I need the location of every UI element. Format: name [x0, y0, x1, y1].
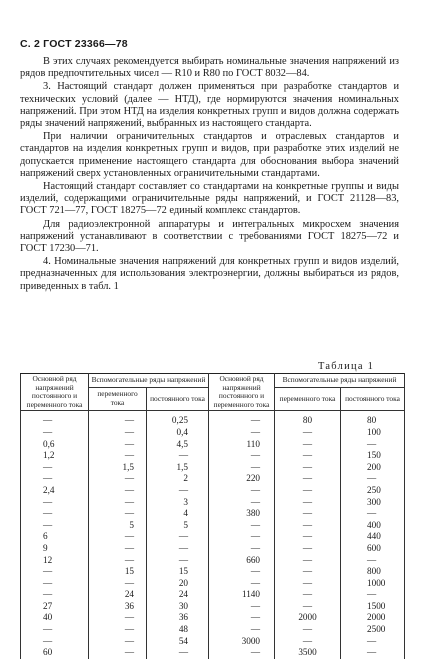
- table-cell: 2000: [341, 612, 405, 624]
- table-cell: —: [209, 601, 275, 613]
- table-cell: —: [275, 543, 341, 555]
- body-text: [20, 56, 399, 294]
- table-row: [21, 427, 405, 439]
- table-body: [21, 411, 405, 659]
- table-cell: —: [21, 508, 89, 520]
- page-header: С. 2 ГОСТ 23366—78: [20, 38, 128, 50]
- table-cell: —: [341, 647, 405, 659]
- header-ac-2: переменного тока: [275, 387, 341, 411]
- table-cell: —: [209, 624, 275, 636]
- table-cell: 5: [89, 520, 147, 532]
- table-cell: —: [209, 520, 275, 532]
- table-cell: 600: [341, 543, 405, 555]
- table-cell: 250: [341, 485, 405, 497]
- table-cell: —: [209, 543, 275, 555]
- table-cell: —: [209, 462, 275, 474]
- table-cell: —: [89, 612, 147, 624]
- table-cell: 2000: [275, 612, 341, 624]
- table-row: [21, 624, 405, 636]
- table-row: [21, 555, 405, 567]
- table-cell: —: [89, 497, 147, 509]
- table-cell: 5: [147, 520, 209, 532]
- table-cell: —: [275, 636, 341, 648]
- table-row: [21, 636, 405, 648]
- table-cell: —: [21, 427, 89, 439]
- table-row: [21, 601, 405, 613]
- table-cell: 4,5: [147, 439, 209, 451]
- table-cell: 150: [341, 450, 405, 462]
- table-cell: —: [275, 566, 341, 578]
- table-cell: —: [209, 647, 275, 659]
- table-cell: —: [275, 624, 341, 636]
- voltage-table: [20, 373, 405, 659]
- table-cell: —: [209, 427, 275, 439]
- table-row: [21, 531, 405, 543]
- table-row: [21, 543, 405, 555]
- table-cell: —: [89, 427, 147, 439]
- table-cell: —: [275, 589, 341, 601]
- table-cell: —: [341, 439, 405, 451]
- table-cell: 9: [21, 543, 89, 555]
- table-cell: —: [89, 411, 147, 427]
- table-cell: 54: [147, 636, 209, 648]
- paragraph: 4. Номинальные значения напряжений для конкретных групп и видов изделий, предназначенных для использования электроэнергии, должны выбираться из рядов, приведенных в табл. 1: [20, 256, 399, 292]
- table-cell: —: [341, 508, 405, 520]
- table-cell: 800: [341, 566, 405, 578]
- table-row: [21, 473, 405, 485]
- table-cell: —: [147, 555, 209, 567]
- header-main-series-1: Основной ряд напряжений постоянного и переменного тока: [21, 374, 89, 411]
- table-cell: —: [275, 578, 341, 590]
- table-cell: —: [275, 427, 341, 439]
- table-cell: 24: [147, 589, 209, 601]
- table-cell: —: [147, 647, 209, 659]
- header-dc-2: постоянного тока: [341, 387, 405, 411]
- table-row: [21, 462, 405, 474]
- table-cell: —: [275, 508, 341, 520]
- table-cell: 24: [89, 589, 147, 601]
- table-cell: —: [89, 450, 147, 462]
- table-cell: —: [89, 624, 147, 636]
- table-cell: —: [89, 485, 147, 497]
- header-main-series-2: Основной ряд напряжений постоянного и переменного тока: [209, 374, 275, 411]
- table-cell: —: [21, 411, 89, 427]
- table-cell: 1000: [341, 578, 405, 590]
- table-cell: —: [21, 624, 89, 636]
- table-cell: 36: [147, 612, 209, 624]
- table-row: [21, 497, 405, 509]
- table-cell: —: [89, 473, 147, 485]
- table-cell: 1500: [341, 601, 405, 613]
- table-cell: —: [147, 485, 209, 497]
- table-cell: —: [209, 612, 275, 624]
- table-row: [21, 566, 405, 578]
- table-cell: 220: [209, 473, 275, 485]
- table-cell: 3: [147, 497, 209, 509]
- table-cell: 15: [89, 566, 147, 578]
- table-cell: —: [21, 636, 89, 648]
- table-cell: 3500: [275, 647, 341, 659]
- table-cell: —: [209, 450, 275, 462]
- table-cell: —: [89, 647, 147, 659]
- table-row: [21, 485, 405, 497]
- table-cell: —: [21, 578, 89, 590]
- table-cell: —: [147, 531, 209, 543]
- table-cell: —: [89, 531, 147, 543]
- table-cell: —: [209, 531, 275, 543]
- table-cell: —: [209, 566, 275, 578]
- table-cell: 20: [147, 578, 209, 590]
- table-cell: —: [275, 601, 341, 613]
- table-cell: 0,4: [147, 427, 209, 439]
- table-cell: 400: [341, 520, 405, 532]
- table-cell: —: [275, 439, 341, 451]
- table-row: [21, 647, 405, 659]
- table-cell: 300: [341, 497, 405, 509]
- table-cell: 80: [341, 411, 405, 427]
- table-cell: —: [275, 462, 341, 474]
- table-row: [21, 520, 405, 532]
- table-cell: —: [89, 543, 147, 555]
- table-cell: —: [341, 636, 405, 648]
- table-row: [21, 612, 405, 624]
- paragraph: Настоящий стандарт составляет со стандартами на конкретные группы и виды изделий, содержащими ограничительные ряды напряжений, и ГОСТ 21128—83, ГОСТ 721—77, ГОСТ 18275—72 единый комплекс стандартов.: [20, 181, 399, 217]
- header-dc-1: постоянного тока: [147, 387, 209, 411]
- table-cell: —: [275, 473, 341, 485]
- table-cell: —: [89, 636, 147, 648]
- table-cell: 2500: [341, 624, 405, 636]
- table-caption: Таблица 1: [318, 361, 375, 372]
- table-cell: —: [275, 520, 341, 532]
- table-cell: 200: [341, 462, 405, 474]
- table-cell: —: [209, 578, 275, 590]
- table-cell: 1,5: [89, 462, 147, 474]
- table-cell: —: [147, 450, 209, 462]
- table-cell: —: [275, 531, 341, 543]
- table-cell: 1,2: [21, 450, 89, 462]
- table-cell: —: [21, 462, 89, 474]
- table-row: [21, 508, 405, 520]
- table-cell: 15: [147, 566, 209, 578]
- table-cell: —: [275, 450, 341, 462]
- table-cell: 48: [147, 624, 209, 636]
- table-cell: 1140: [209, 589, 275, 601]
- table-cell: 6: [21, 531, 89, 543]
- table-cell: 30: [147, 601, 209, 613]
- table-cell: 4: [147, 508, 209, 520]
- table-cell: —: [21, 473, 89, 485]
- table-cell: 12: [21, 555, 89, 567]
- table-cell: —: [209, 497, 275, 509]
- table-cell: —: [21, 589, 89, 601]
- paragraph: Для радиоэлектронной аппаратуры и интегральных микросхем значения напряжений устанавливают в соответствии с требованиями ГОСТ 18275—72 и ГОСТ 17230—71.: [20, 218, 399, 255]
- table-cell: 100: [341, 427, 405, 439]
- table-cell: —: [275, 555, 341, 567]
- table-cell: —: [341, 473, 405, 485]
- table-cell: 80: [275, 411, 341, 427]
- table-cell: —: [21, 520, 89, 532]
- table-cell: 40: [21, 612, 89, 624]
- table-row: [21, 439, 405, 451]
- table-cell: 380: [209, 508, 275, 520]
- header-aux-series-1: Вспомогательные ряды напряжений: [89, 374, 209, 388]
- table-cell: 0,6: [21, 439, 89, 451]
- table-row: [21, 578, 405, 590]
- table-row: [21, 411, 405, 427]
- table-cell: 440: [341, 531, 405, 543]
- table-cell: —: [89, 439, 147, 451]
- table-cell: —: [275, 485, 341, 497]
- table-cell: —: [209, 485, 275, 497]
- table-cell: 2,4: [21, 485, 89, 497]
- table-cell: —: [341, 555, 405, 567]
- table-cell: 2: [147, 473, 209, 485]
- table-cell: 110: [209, 439, 275, 451]
- table-cell: —: [89, 508, 147, 520]
- table-cell: —: [89, 578, 147, 590]
- table-cell: 0,25: [147, 411, 209, 427]
- table-cell: —: [209, 411, 275, 427]
- table-row: [21, 589, 405, 601]
- table-cell: —: [275, 497, 341, 509]
- table-cell: —: [21, 497, 89, 509]
- table-cell: 60: [21, 647, 89, 659]
- table-row: [21, 450, 405, 462]
- header-aux-series-2: Вспомогательные ряды напряжений: [275, 374, 405, 388]
- paragraph: 3. Настоящий стандарт должен применяться при разработке стандартов и технических условий (далее — НТД), где нормируются значения номинальных напряжений. При этом НТД на изделия конкретных групп и видов должна содержать ряды значений напряжений, выбранных из настоящего стандарта.: [20, 81, 399, 130]
- table-cell: 3000: [209, 636, 275, 648]
- paragraph: В этих случаях рекомендуется выбирать номинальные значения напряжений из рядов предпочтительных чисел — R10 и R80 по ГОСТ 8032—84.: [20, 56, 399, 80]
- table-cell: 27: [21, 601, 89, 613]
- table-cell: —: [147, 543, 209, 555]
- table-cell: —: [21, 566, 89, 578]
- header-ac-1: переменного тока: [89, 387, 147, 411]
- paragraph: При наличии ограничительных стандартов и отраслевых стандартов и стандартов на изделия конкретных групп и видов, при разработке этих изделий не допускается применение настоящего стандарта для обоснования выбора значений напряжений сверх установленных ограничительными стандартами.: [20, 131, 399, 179]
- table-cell: 36: [89, 601, 147, 613]
- table-cell: 660: [209, 555, 275, 567]
- table-cell: —: [89, 555, 147, 567]
- table-cell: 1,5: [147, 462, 209, 474]
- table-cell: —: [341, 589, 405, 601]
